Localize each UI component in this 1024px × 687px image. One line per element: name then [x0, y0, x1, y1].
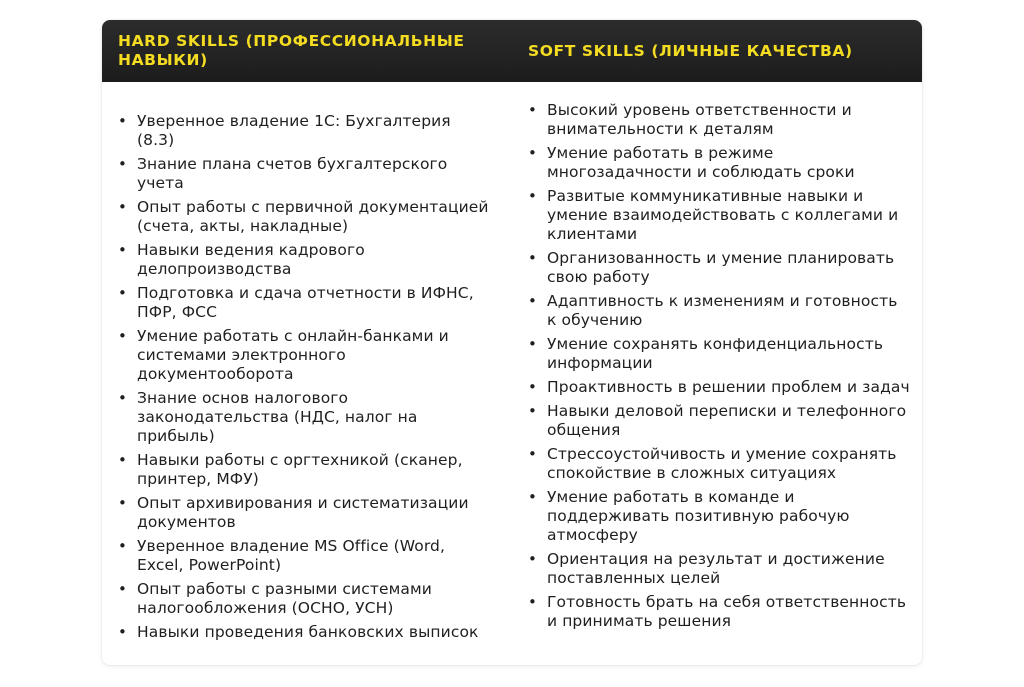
list-item — [528, 101, 910, 139]
bullet-icon: • — [118, 494, 127, 512]
bullet-icon: • — [528, 488, 537, 506]
list-item-text: Навыки деловой переписки и телефонного общения — [547, 402, 907, 439]
list-item-text: Уверенное владение 1С: Бухгалтерия (8.3) — [137, 112, 451, 149]
hard-skills-list — [118, 112, 492, 642]
list-item — [528, 550, 910, 588]
list-item — [118, 537, 492, 575]
list-item — [528, 378, 910, 397]
bullet-icon: • — [118, 155, 127, 173]
list-item-text: Адаптивность к изменениям и готовность к обучению — [547, 292, 898, 329]
bullet-icon: • — [118, 198, 127, 216]
skills-card — [102, 20, 922, 665]
bullet-icon: • — [528, 249, 537, 267]
list-item-text: Опыт работы с разными системами налогообложения (ОСНО, УСН) — [137, 580, 432, 617]
list-item — [118, 389, 492, 446]
bullet-icon: • — [118, 327, 127, 345]
bullet-icon: • — [528, 378, 537, 396]
soft-skills-column — [512, 82, 922, 647]
list-item — [118, 451, 492, 489]
list-item-text: Навыки проведения банковских выписок — [137, 623, 479, 641]
skills-table-body — [102, 82, 922, 647]
bullet-icon: • — [118, 241, 127, 259]
list-item — [118, 327, 492, 384]
list-item-text: Навыки ведения кадрового делопроизводства — [137, 241, 365, 278]
list-item — [528, 335, 910, 373]
list-item — [118, 198, 492, 236]
list-item — [528, 593, 910, 631]
bullet-icon: • — [118, 112, 127, 130]
list-item — [118, 112, 492, 150]
hard-skills-heading: HARD SKILLS (ПРОФЕССИОНАЛЬНЫЕ НАВЫКИ) — [118, 32, 465, 69]
list-item-text: Умение работать в команде и поддерживать позитивную рабочую атмосферу — [547, 488, 850, 544]
list-item — [528, 292, 910, 330]
list-item-text: Организованность и умение планировать свою работу — [547, 249, 895, 286]
bullet-icon: • — [118, 451, 127, 469]
bullet-icon: • — [528, 402, 537, 420]
list-item-text: Опыт архивирования и систематизации документов — [137, 494, 469, 531]
list-item — [118, 580, 492, 618]
bullet-icon: • — [528, 187, 537, 205]
bullet-icon: • — [528, 445, 537, 463]
list-item-text: Умение работать в режиме многозадачности и соблюдать сроки — [547, 144, 855, 181]
list-item-text: Стрессоустойчивость и умение сохранять спокойствие в сложных ситуациях — [547, 445, 897, 482]
list-item — [528, 249, 910, 287]
bullet-icon: • — [118, 537, 127, 555]
list-item — [528, 445, 910, 483]
list-item — [528, 402, 910, 440]
bullet-icon: • — [528, 550, 537, 568]
list-item-text: Умение работать с онлайн-банками и системами электронного документооборота — [137, 327, 449, 383]
bullet-icon: • — [528, 292, 537, 310]
soft-skills-list — [528, 101, 910, 631]
list-item-text: Развитые коммуникативные навыки и умение взаимодействовать с коллегами и клиентами — [547, 187, 899, 243]
skills-table-header — [102, 20, 922, 82]
bullet-icon: • — [528, 335, 537, 353]
list-item-text: Высокий уровень ответственности и внимательности к деталям — [547, 101, 852, 138]
list-item-text: Проактивность в решении проблем и задач — [547, 378, 910, 396]
list-item — [528, 187, 910, 244]
list-item-text: Знание плана счетов бухгалтерского учета — [137, 155, 448, 192]
hard-skills-column — [102, 82, 512, 647]
list-item-text: Умение сохранять конфиденциальность информации — [547, 335, 884, 372]
bullet-icon: • — [118, 580, 127, 598]
bullet-icon: • — [528, 593, 537, 611]
list-item — [528, 488, 910, 545]
list-item-text: Уверенное владение MS Office (Word, Excel, PowerPoint) — [137, 537, 446, 574]
bullet-icon: • — [118, 284, 127, 302]
list-item — [118, 623, 492, 642]
bullet-icon: • — [118, 389, 127, 407]
list-item — [528, 144, 910, 182]
list-item — [118, 155, 492, 193]
list-item-text: Ориентация на результат и достижение поставленных целей — [547, 550, 885, 587]
list-item-text: Знание основ налогового законодательства (НДС, налог на прибыль) — [137, 389, 418, 445]
list-item — [118, 241, 492, 279]
list-item-text: Навыки работы с оргтехникой (сканер, принтер, МФУ) — [137, 451, 463, 488]
list-item — [118, 494, 492, 532]
soft-skills-heading: SOFT SKILLS (ЛИЧНЫЕ КАЧЕСТВА) — [528, 41, 853, 60]
bullet-icon: • — [528, 101, 537, 119]
bullet-icon: • — [118, 623, 127, 641]
bullet-icon: • — [528, 144, 537, 162]
list-item-text: Опыт работы с первичной документацией (счета, акты, накладные) — [137, 198, 489, 235]
list-item-text: Готовность брать на себя ответственность и принимать решения — [547, 593, 907, 630]
list-item-text: Подготовка и сдача отчетности в ИФНС, ПФР, ФСС — [137, 284, 474, 321]
list-item — [118, 284, 492, 322]
